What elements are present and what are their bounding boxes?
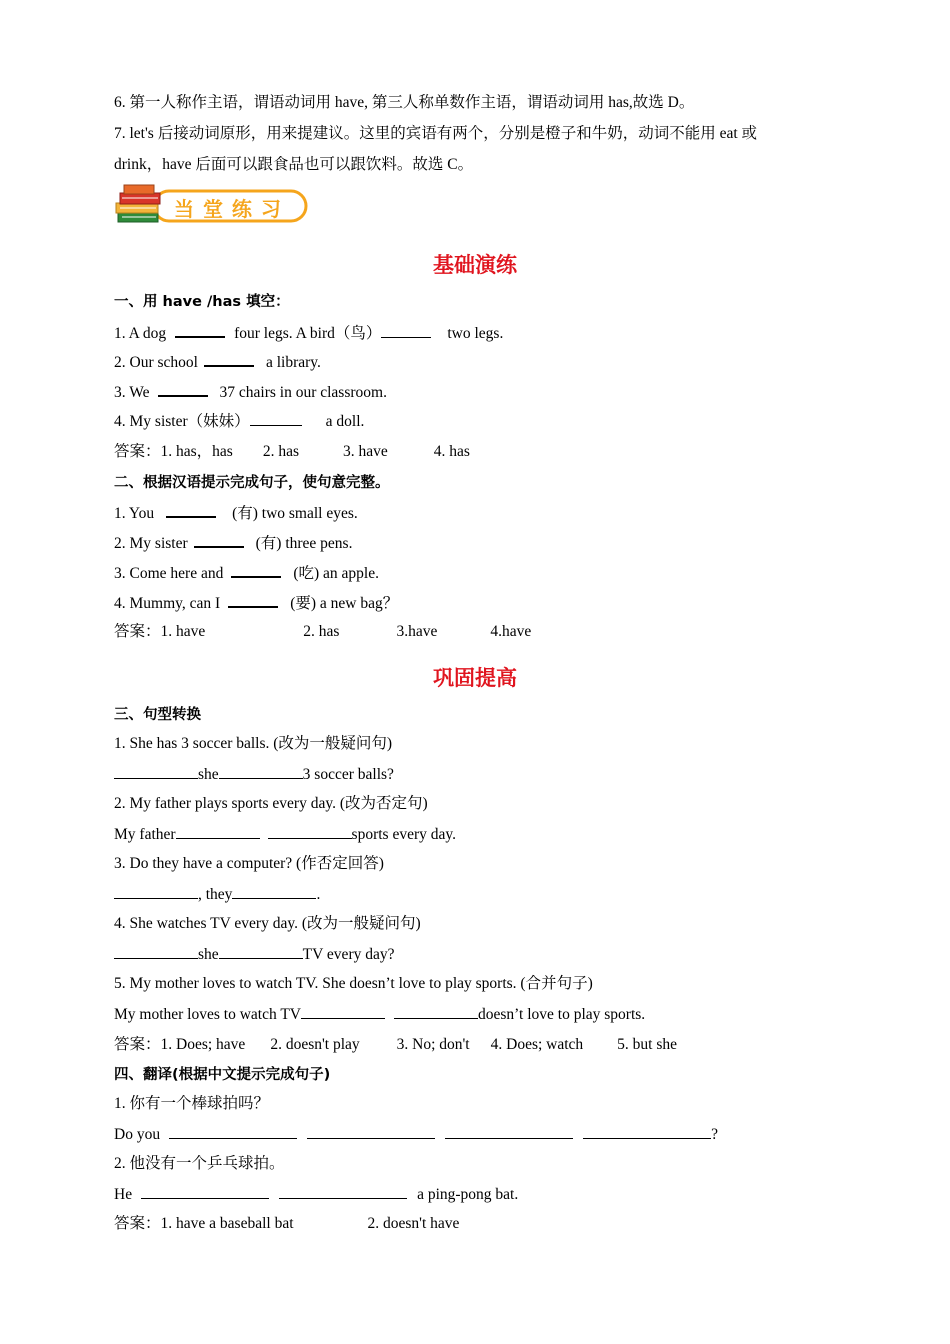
answer: 5. but she	[617, 1036, 678, 1053]
q-text: 3. We	[114, 384, 150, 401]
answer: 1. has，has	[160, 443, 233, 460]
q-text: 37 chairs in our classroom.	[219, 384, 387, 401]
part1-q1	[114, 322, 503, 344]
q-text: 1. A dog	[114, 325, 167, 342]
blank	[301, 1004, 385, 1019]
part3-q2: 2. My father plays sports every day. (改为否定句)	[114, 795, 428, 812]
part2-q4	[114, 592, 398, 614]
part3-q3-fill	[114, 884, 320, 905]
answer: 2. doesn't have	[367, 1215, 460, 1232]
answer-label: 答案：	[114, 443, 161, 460]
answer: 1. have a baseball bat	[160, 1215, 294, 1232]
q-text: a doll.	[325, 413, 365, 430]
q-text: (要) a new bag？	[290, 595, 399, 612]
q-text: He	[114, 1186, 133, 1203]
blank	[583, 1124, 711, 1139]
blank	[381, 323, 431, 338]
part2-q2	[114, 532, 352, 554]
blank	[394, 1004, 478, 1019]
part3-q5: 5. My mother loves to watch TV. She doesn’t love to play sports. (合并句子)	[114, 975, 593, 992]
answer: 3.have	[396, 623, 438, 640]
section-title-consolidate: 巩固提高	[433, 666, 517, 690]
blank	[176, 824, 260, 839]
banner-text: 当 堂 练 习	[174, 197, 282, 221]
q-text: she	[198, 946, 219, 963]
part2-q3	[114, 562, 379, 584]
part3-heading: 三、句型转换	[114, 707, 201, 723]
practice-banner	[114, 182, 310, 230]
part2-q1	[114, 502, 358, 524]
answer: 4. has	[433, 443, 470, 460]
blank	[169, 1124, 297, 1139]
blank	[166, 502, 216, 518]
answer: 4. Does; watch	[490, 1036, 584, 1053]
answer-label: 答案：	[114, 1036, 161, 1053]
blank	[158, 381, 208, 397]
blank	[268, 824, 352, 839]
q-text: 3. Come here and	[114, 565, 224, 582]
answer: 1. have	[160, 623, 206, 640]
blank	[114, 944, 198, 959]
blank	[194, 532, 244, 548]
answer: 2. has	[303, 623, 340, 640]
part3-q2-fill	[114, 824, 456, 845]
blank	[232, 884, 316, 899]
q-text: TV every day?	[302, 946, 395, 963]
blank	[445, 1124, 573, 1139]
blank	[219, 764, 303, 779]
q-text: My mother loves to watch TV	[114, 1006, 301, 1023]
part1-heading: 一、用 have /has 填空：	[114, 294, 290, 310]
part4-q2-fill	[114, 1184, 518, 1205]
q-text: 2. Our school	[114, 354, 198, 371]
q-text: My father	[114, 826, 176, 843]
blank	[141, 1184, 269, 1199]
explanation-7-cont: drink，have 后面可以跟食品也可以跟饮料。故选 C。	[114, 156, 474, 173]
blank	[228, 592, 278, 608]
q-text: 3 soccer balls?	[302, 766, 394, 783]
answer: 2. doesn't play	[270, 1036, 360, 1053]
section-title-basic: 基础演练	[433, 253, 517, 277]
answer: 1. Does; have	[160, 1036, 246, 1053]
q-text: ?	[711, 1126, 718, 1143]
part4-q1-fill	[114, 1124, 718, 1145]
part3-q5-fill	[114, 1004, 645, 1025]
answer: 4.have	[490, 623, 532, 640]
q-text: 2. My sister	[114, 535, 188, 552]
blank	[307, 1124, 435, 1139]
blank	[175, 322, 225, 338]
q-text: sports every day.	[351, 826, 456, 843]
blank	[279, 1184, 407, 1199]
answer-label: 答案：	[114, 1215, 161, 1232]
q-text: a library.	[265, 354, 321, 371]
q-text: two legs.	[447, 325, 504, 342]
blank	[114, 764, 198, 779]
q-text: , they	[198, 886, 233, 903]
q-text: .	[316, 886, 321, 903]
part3-q1-fill	[114, 764, 394, 785]
explanation-6: 6. 第一人称作主语，谓语动词用 have, 第三人称单数作主语，谓语动词用 has,故选 D。	[114, 94, 695, 111]
blank	[204, 351, 254, 367]
q-text: (有) two small eyes.	[232, 505, 358, 522]
part3-q4-fill	[114, 944, 394, 965]
part1-q3	[114, 381, 387, 403]
blank	[250, 411, 302, 426]
part2-heading: 二、根据汉语提示完成句子，使句意完整。	[114, 475, 390, 491]
answer: 3. No; don't	[396, 1036, 470, 1053]
q-text: a ping-pong bat.	[417, 1186, 519, 1203]
q-text: doesn’t love to play sports.	[477, 1006, 646, 1023]
blank	[114, 884, 198, 899]
part1-q4	[114, 411, 364, 432]
part3-q3: 3. Do they have a computer? (作否定回答)	[114, 855, 384, 872]
answer: 2. has	[262, 443, 300, 460]
part1-q2	[114, 351, 321, 373]
part3-q4: 4. She watches TV every day. (改为一般疑问句)	[114, 915, 421, 932]
part4-answers	[114, 1214, 459, 1234]
q-text: Do you	[114, 1126, 161, 1143]
part1-answers	[114, 442, 470, 462]
explanation-7: 7. let's 后接动词原形，用来提建议。这里的宾语有两个，分别是橙子和牛奶，动词不能用 eat 或	[114, 125, 758, 142]
q-text: (有) three pens.	[255, 535, 353, 552]
blank	[219, 944, 303, 959]
part4-q1: 1. 你有一个棒球拍吗？	[114, 1095, 270, 1112]
answer: 3. have	[343, 443, 388, 460]
blank	[231, 562, 281, 578]
part3-answers	[114, 1035, 677, 1055]
q-text: she	[198, 766, 219, 783]
q-text: four legs. A bird（鸟）	[234, 325, 382, 342]
part4-heading: 四、翻译(根据中文提示完成句子)	[114, 1067, 331, 1083]
answer-label: 答案：	[114, 623, 161, 640]
q-text: 4. My sister（妹妹）	[114, 413, 250, 430]
part4-q2: 2. 他没有一个乒乓球拍。	[114, 1155, 285, 1172]
q-text: (吃) an apple.	[293, 565, 379, 582]
part2-answers	[114, 622, 531, 642]
q-text: 1. You	[114, 505, 155, 522]
q-text: 4. Mummy, can I	[114, 595, 221, 612]
part3-q1: 1. She has 3 soccer balls. (改为一般疑问句)	[114, 735, 393, 752]
